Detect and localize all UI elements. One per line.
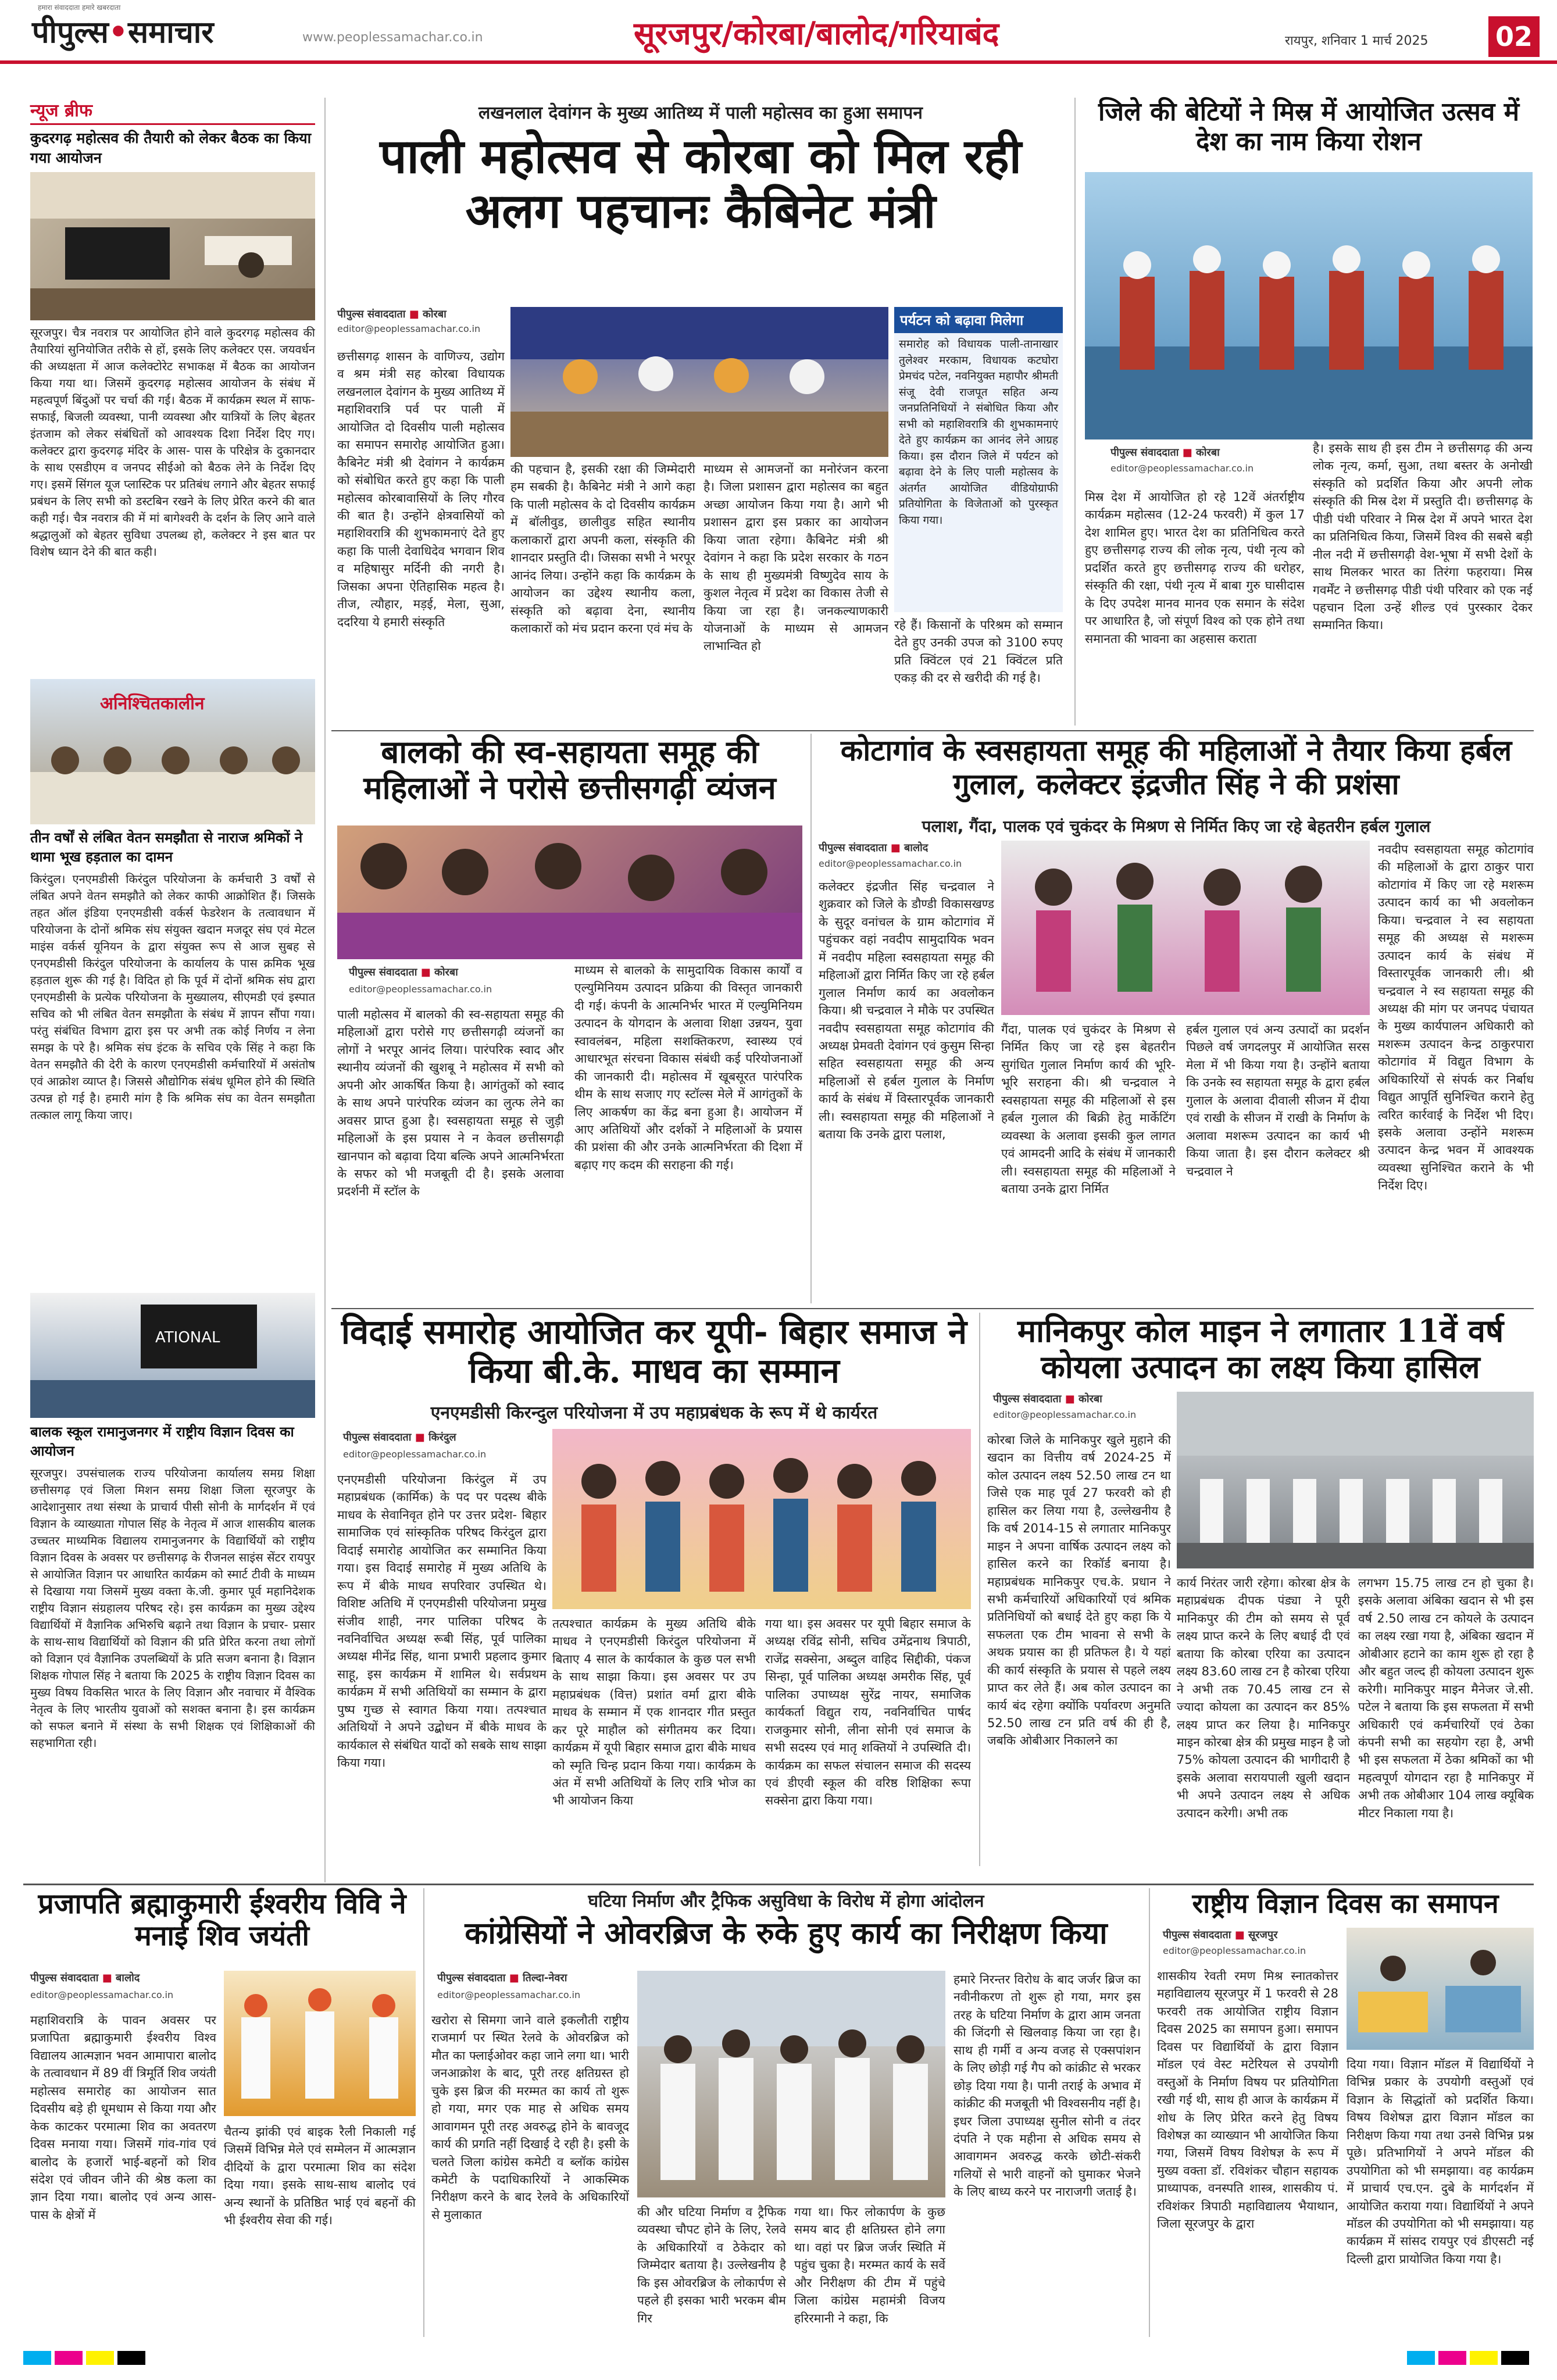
vidai-col-1: एनएमडीसी परियोजना किरंदुल में उप महाप्रबंधक (कार्मिक) के पद पर पदस्थ बीके माधव के सेवानिवृत होने पर उत्तर प्रदेश- बिहार सामाजिक एवं सांस्कृतिक परिषद किरंदुल द्वारा विदाई समारोह आयोजित कर सम्मानित किया गया। इस विदाई समारोह में मुख्य अतिथि के रूप में बीके माधव सपरिवार उपस्थित थे। विशिष्ट अतिथि में एनएमडीसी परियोजना प्रमुख संजीव शाही, नगर पालिका परिषद के नवनिर्वाचित अध्यक्ष रूबी सिंह, पूर्व पालिका अध्यक्ष मीनेंद्र सिंह, थाना प्रभारी प्रहलाद कुमार साहू, इस कार्यक्रम में शामिल थे। सर्वप्रथम कार्यक्रम में सभी अतिथियों का सम्मान के द्वारा पुष्प गुच्छ से स्वागत किया गया। तत्पश्चात अतिथियों ने अपने उद्बोधन में बीके माधव के कार्यकाल से संबंधित यादों को सबके साथ साझा किया गया। — [337, 1473, 547, 1770]
classroom-illustration — [30, 1293, 315, 1418]
gulal-photo — [1001, 841, 1370, 1015]
vidai-subheadline: एनएमडीसी किरन्दुल परियोजना में उप महाप्रबंधक के रूप में थे कार्यरत — [430, 1403, 878, 1423]
byline-name: पीपुल्स संवाददाता — [1163, 1929, 1231, 1941]
byline-name: पीपुल्स संवाददाता — [349, 966, 417, 978]
byline-name: पीपुल्स संवाददाता — [437, 1972, 506, 1984]
brief-body-1: सूरजपुर। चैत्र नवरात्र पर आयोजित होने वाले कुदरगढ़ महोत्सव की तैयारियां सुनियोजित तरीके से हों, इसके लिए कलेक्टर एस. जयवर्धन की अध्यक्षता में आज कलेक्टोरेट सभाकक्ष में बैठक का आयोजन किया गया था। जिसमें कुदरगढ़ महोत्सव आयोजन के संबंध में महत्वपूर्ण बिंदुओं पर चर्चा की गई। बैठक में कार्यक्रम स्थल में साफ- सफाई, बिजली व्यवस्था, पानी व्यवस्था और यात्रियों के लिए बेहतर इंतजाम को लेकर संबंधितों को आवश्यक दिशा निर्देश दिए गए। कलेक्टर द्वारा कुदरगढ़ मंदिर के आस- पास के परिक्षेत्र के दुकानदार के साथ एसडीएम व जनपद सीईओ को बैठक लेने के निर्देश दिए गए। इसमें सिंगल यूज प्लास्टिक पर प्रतिबंध लगाने और बेहतर सफाई प्रबंधन के लिए सभी को डस्टबिन रखने के लिए प्रेरित करने की बात कही गई। चैत्र नवरात्र की में मां बागेश्वरी के दर्शन के लिए आने वाले श्रद्धालुओं को बेहतर सुविधा उपलब्ध हो, कलेक्टर ने इस बात पर विशेष ध्यान देने की बात कही। — [30, 326, 315, 559]
dancers-illustration — [1085, 172, 1533, 439]
bridge-col-3: गया था। फिर लोकार्पण के कुछ समय बाद ही क्षतिग्रस्त होने लगा था। वहां पर ब्रिज जर्जर स्थिति में पहुंच चुका है। मरम्मत कार्य के सर्वे और निरीक्षण की टीम में पहुंचे जिला कांग्रेस महामंत्री विजय हरिरमानी ने कहा, कि — [794, 2205, 945, 2325]
balco-email[interactable]: editor@peoplessamachar.co.in — [349, 984, 492, 995]
science-col-2: दिया गया। विज्ञान मॉडल में विद्यार्थियों ने विभिन्न प्रकार के उपयोगी वस्तुओं एवं विज्ञान के सिद्धांतों को प्रदर्शित किया। विषय विशेषज्ञ द्वारा विज्ञान मॉडल का निरीक्षण किया गया तथा उनसे विभिन्न प्रश्न पूछे। प्रतिभागियों ने अपने मॉडल की उपयोगिता को भी समझाया। वह कार्यक्रम में प्राचार्य एच.एन. दुबे के मार्गदर्शन में आयोजित कराया गया। विद्यार्थियों ने अपने मॉडल की उपयोगिता को भी समझाया। यह कार्यक्रम में सांसद रायपुर एवं डीएसटी नई दिल्ली द्वारा प्रायोजित किया गया है। — [1347, 2057, 1534, 2266]
yellow-swatch — [1470, 2351, 1498, 2365]
bridge-col-4: हमारे निरन्तर विरोध के बाद जर्जर ब्रिज का नवीनीकरण तो शुरू हो गया, मगर इस तरह के घटिया निर्माण के द्वारा आम जनता की जिंदगी से खिलवाड़ किया जा रहा है। साथ ही गर्मी व अन्य वजह से एक्सपांशन के लिए छोड़ी गई गैप को कांक्रीट से भरकर छोड़ दिया गया है। पानी तराई के अभाव में कांक्रीट की मजबूती भी विश्वसनीय नहीं है। इधर जिला उपाध्यक्ष सुनील सोनी व तंदर दंपति ने एक महीना से अधिक समय से आवागमन अवरुद्ध करके छोटी-संकरी गलियों से भारी वाहनों को घुमाकर भेजने के लिए बाध्य करने पर नाराजगी जताई है। — [954, 1972, 1141, 2199]
balco-col-2: माध्यम से बालको के सामुदायिक विकास कार्यों व एल्युमिनियम उत्पादन प्रक्रिया की विस्तृत जानकारी दी गई। कंपनी के आत्मनिर्भर भारत में एल्युमिनियम उत्पादन के योगदान के अलावा शिक्षा उन्नयन, युवा स्वावलंबन, महिला सशक्तिकरण, स्वास्थ्य एवं आधारभूत संरचना विकास संबंधी कई परियोजनाओं की जानकारी दी। महोत्सव में खूबसूरत पारंपरिक थीम के साथ सजाए गए स्टॉल्स मेले में आगंतुकों के लिए आकर्षण का केंद्र बना हुआ है। आयोजन में आए अतिथियों और दर्शकों ने महिलाओं के प्रयास की प्रशंसा की और उनके आत्मनिर्भरता की दिशा में बढ़ाए गए कदम की सराहना की गई। — [574, 963, 802, 1172]
meeting-photo — [30, 172, 315, 320]
science-photo — [1347, 1928, 1534, 2050]
science-headline: राष्ट्रीय विज्ञान दिवस का समापन — [1192, 1888, 1499, 1919]
yellow-swatch — [86, 2351, 114, 2365]
gulal-subheadline: पलाश, गैंदा, पालक एवं चुकंदर के मिश्रण से निर्मित किए जा रहे बेहतरीन हर्बल गुलाल — [922, 817, 1431, 836]
gulal-byline: पीपुल्स संवाददाता ■ बालोद — [819, 842, 929, 854]
byline-city: बालोद — [116, 1972, 140, 1984]
manikpur-col-2: लगभग 15.75 लाख टन हो चुका है। इसके अलावा अंबिका खदान से भी इस वर्ष 2.50 लाख टन कोयले के उत्पादन का लक्ष्य रखा गया है, अंबिका खदान में ओबीआर हटाने का काम शुरू हो रहा है और बहुत जल्द ही कोयला उत्पादन शुरू करेगी। मानिकपुर माइन मैनेजर जे.सी. पटेल ने बताया कि इस सफलता में सभी अधिकारी एवं कर्मचारियों एवं ठेका कंपनी सभी का सहयोग रहा है, अभी भी इस सफलता में ठेका श्रमिकों का भी महत्वपूर्ण योगदान रहा है मानिकपुर में अभी तक ओबीआर 104 लाख क्यूबिक मीटर निकाला गया है। — [1358, 1576, 1534, 1820]
byline-city: कोरबा — [1196, 446, 1220, 459]
byline-name: पीपुल्स संवाददाता — [337, 308, 406, 320]
gulal-email[interactable]: editor@peoplessamachar.co.in — [819, 858, 962, 869]
meeting-illustration — [30, 172, 315, 320]
mine-workers-illustration — [1177, 1392, 1534, 1568]
cmyk-marks-left — [23, 2351, 145, 2365]
pali-col-4: रहे हैं। किसानों के परिश्रम को सम्मान देते हुए उनकी उपज को 3100 रुपए प्रति क्विंटल एवं 21 क्विंटल प्रति एकड़ की दर से खरीदी की गई है। — [894, 618, 1063, 685]
masthead — [0, 0, 1557, 64]
brief-headline-3: बालक स्कूल रामानुजनगर में राष्ट्रीय विज्ञान दिवस का आयोजन — [30, 1423, 294, 1459]
bridge-email[interactable]: editor@peoplessamachar.co.in — [437, 1989, 581, 2000]
science-byline: पीपुल्स संवाददाता ■ सूरजपुर — [1163, 1929, 1278, 1941]
logo-part-a: पीपुल्स — [32, 15, 109, 50]
strike-photo — [30, 679, 315, 824]
column-divider — [1149, 1888, 1150, 2337]
pali-photo — [510, 307, 888, 457]
vidai-col-2: तत्पश्चात कार्यक्रम के मुख्य अतिथि बीके माधव ने एनएमडीसी किरंदुल परियोजना में बिताए 4 साल के कार्यकाल के कुछ पल सभी के साथ साझा किया। इस अवसर पर उप महाप्रबंधक (वित्त) प्रशांत वर्मा द्वारा बीके माधव के सम्मान में एक शानदार गीत प्रस्तुत कर पूरे माहौल को संगीतमय कर दिया। कार्यक्रम में यूपी बिहार समाज द्वारा बीके माधव को स्मृति चिन्ह प्रदान किया गया। कार्यक्रम के अंत में सभी अतिथियों के लिए रात्रि भोज का भी आयोजन किया — [552, 1617, 756, 1808]
page-number: 02 — [1488, 16, 1540, 57]
byline-city: किरंदुल — [428, 1431, 456, 1443]
brief-headline-2: तीन वर्षों से लंबित वेतन समझौता से नाराज श्रमिकों ने थामा भूख हड़ताल का दामन — [30, 829, 303, 865]
mine-photo — [1177, 1392, 1534, 1568]
logo-part-b: समाचार — [128, 15, 214, 50]
column-divider — [810, 734, 812, 1303]
manikpur-col-1: कार्य निरंतर जारी रहेगा। कोरबा क्षेत्र के महाप्रबंधक दीपक पंड्या ने पूरी मानिकपुर की टीम को समय से पूर्व लक्ष्य प्राप्त करने के लिए बधाई दी एवं बताया कि कोरबा एरिया का उत्पादन लक्ष्य 83.60 लाख टन है कोरबा एरिया ने अभी तक 70.45 लाख टन से ज्यादा कोयला का उत्पादन कर 85% लक्ष्य प्राप्त कर लिया है। मानिकपुर माइन कोरबा क्षेत्र की प्रमुख माइन है जो 75% कोयला उत्पादन की भागीदारी है इसके अलावा सरायपाली खुली खदान भी अपने उत्पादन लक्ष्य से अधिक उत्पादन करेगी। अभी तक — [1177, 1576, 1350, 1820]
vidai-col-3: गया था। इस अवसर पर यूपी बिहार समाज के अध्यक्ष रविंद्र सोनी, सचिव उमेंद्रनाथ त्रिपाठी, राजेंद्र सक्सेना, अब्दुल वाहिद सिद्दीकी, पंकज सिन्हा, पूर्व पालिका अध्यक्ष अमरीक सिंह, पूर्व पालिका उपाध्यक्ष सुरेंद्र नायर, समाजिक कार्यकर्ता विद्युत राय, नवनिर्वाचित पार्षद राजकुमार सोनी, लीना सोनी एवं समाज के सभी सदस्य एवं मातृ शक्तियों ने उपस्थिति दी। कार्यक्रम का सफल संचालन समाज की सदस्य एवं डीएवी स्कूल की वरिष्ठ शिक्षिका रूपा सक्सेना द्वारा किया गया। — [765, 1617, 971, 1808]
science-col-1: शासकीय रेवती रमण मिश्र स्नातकोत्तर महाविद्यालय सूरजपुर में 1 फरवरी से 28 फरवरी तक आयोजित राष्ट्रीय विज्ञान दिवस 2025 का समापन हुआ। समापन दिवस पर विद्यार्थियों के द्वारा विज्ञान मॉडल एवं वेस्ट मटेरियल से उपयोगी वस्तुओं के निर्माण विषय पर प्रतियोगिता रखी गई थी, साथ ही आज के कार्यक्रम में शोध के लिए प्रेरित करने हेतु विषय विशेषज्ञ का व्याख्यान भी आयोजित किया गया, जिसमें विषय विशेषज्ञ के रूप में मुख्य वक्ता डॉ. रविशंकर चौहान सहायक प्राध्यापक, वनस्पति शास्त्र, शासकीय पं. रविशंकर त्रिपाठी महाविद्यालय भैयाथान, जिला सूरजपुर के द्वारा — [1157, 1969, 1338, 2231]
divider — [30, 123, 315, 125]
cyan-swatch — [1407, 2351, 1435, 2365]
balco-headline: बालको की स्व-सहायता समूह की महिलाओं ने परोसे छत्तीसगढ़ी व्यंजन — [363, 733, 776, 807]
school-photo — [30, 1293, 315, 1418]
gulal-col-2: गैंदा, पालक एवं चुकंदर के मिश्रण से निर्मित किए जा रहे इस बेहतरीन सुगंधित गुलाल निर्माण कार्य की भूरि-भूरि सराहना की। श्री चन्द्रवाल ने स्वसहायता समूह की महिलाओं से इस हर्बल गुलाल की बिक्री हेतु मार्केटिंग व्यवस्था के अलावा इसकी कुल लागत एवं आमदनी आदि के संबंध में जानकारी ली। स्वसहायता समूह की महिलाओं ने बताया उनके द्वारा निर्मित — [1001, 1023, 1176, 1196]
egypt-headline: जिले की बेटियों ने मिस्र में आयोजित उत्सव में देश का नाम किया रोशन — [1098, 97, 1520, 156]
shiv-email[interactable]: editor@peoplessamachar.co.in — [30, 1989, 174, 2000]
section-rule — [331, 1308, 1534, 1309]
newspaper-logo: पीपुल्स•समाचार — [32, 15, 214, 50]
byline-name: पीपुल्स संवाददाता — [993, 1393, 1062, 1405]
brief-headline-1: कुदरगढ़ महोत्सव की तैयारी को लेकर बैठक का किया गया आयोजन — [30, 130, 312, 166]
ceremony-illustration — [224, 1971, 416, 2116]
shiv-photo — [224, 1971, 416, 2116]
byline-city: बालोद — [904, 842, 929, 854]
vidai-email[interactable]: editor@peoplessamachar.co.in — [343, 1449, 487, 1460]
cyan-swatch — [23, 2351, 51, 2365]
balco-byline: पीपुल्स संवाददाता ■ कोरबा — [349, 966, 458, 978]
congress-workers-illustration — [637, 1971, 945, 2197]
pali-col-2: की पहचान है, इसकी रक्षा की जिम्मेदारी हम सबकी है। कैबिनेट मंत्री ने आगे कहा कि पाली महोत्सव के दो दिवसीय कार्यक्रम में बॉलीवुड, छालीवुड सहित स्थानीय कलाकारों द्वारा अपनी कला, संस्कृति की शानदार प्रस्तुति दी। जिसका सभी ने भरपूर आनंद लिया। उन्होंने कहा कि कार्यक्रम के आयोजन का उद्देश्य स्थानीय कला, संस्कृति को बढ़ावा देना, स्थानीय कलाकारों को मंच प्रदान करना एवं मंच के — [510, 462, 695, 635]
pali-email[interactable]: editor@peoplessamachar.co.in — [337, 323, 481, 334]
manikpur-byline: पीपुल्स संवाददाता ■ कोरबा — [993, 1393, 1102, 1405]
stage-illustration — [510, 307, 888, 457]
edition-cities: सूरजपुर/कोरबा/बालोद/गरियाबंद — [634, 15, 999, 52]
byline-city: तिल्दा-नेवरा — [523, 1972, 567, 1984]
brief-body-3: सूरजपुर। उपसंचालक राज्य परियोजना कार्यालय समग्र शिक्षा छत्तीसगढ़ एवं जिला मिशन समग्र शिक्षा जिला सूरजपुर के आदेशानुसार तथा संस्था के प्राचार्य पीसी सोनी के मार्गदर्शन में एवं विज्ञान के व्याख्याता गोपाल सिंह के नेतृत्व में आज शासकीय बालक उच्चतर माध्यमिक विद्यालय रामानुजनगर के विद्यार्थियों को राष्ट्रीय विज्ञान दिवस के अवसर पर छत्तीसगढ़ के रीजनल साइंस सेंटर रायपुर से आयोजित विज्ञान पर आधारित कार्यक्रम को स्मार्ट टीवी के माध्यम से दिखाया गया जिसमें मुख्य वक्ता के.जी. कुमार पूर्व महानिदेशक राष्ट्रीय विज्ञान संग्रहालय परिषद रहे। इस कार्यक्रम का मुख्य उद्देश्य विद्यार्थियों में वैज्ञानिक अभिरुचि बढ़ाने तथा विज्ञान के प्रचार- प्रसार के साथ-साथ विद्यार्थियों को विज्ञान की प्रति प्रेरित करना तथा लोगों को विज्ञान एवं वैज्ञानिक उपलब्धियों के प्रति सजग बनाना है। विज्ञान शिक्षक गोपाल सिंह ने बताया कि 2025 के राष्ट्रीय विज्ञान दिवस का मुख्य विषय विकसित भारत के लिए विज्ञान और नवाचार में वैश्विक नेतृत्व के लिए भारतीय युवाओं को सशक्त बनाना है। इस कार्यक्रम को सफल बनाने में संस्था के सभी शिक्षक एवं शिक्षिकाओं की सहभागिता रही। — [30, 1466, 315, 1750]
felicitation-illustration — [552, 1429, 971, 1609]
manikpur-email[interactable]: editor@peoplessamachar.co.in — [993, 1409, 1137, 1420]
news-brief-label: न्यूज ब्रीफ — [30, 101, 92, 121]
bridge-kicker: घटिया निर्माण और ट्रैफिक असुविधा के विरोध में होगा आंदोलन — [588, 1891, 984, 1911]
balco-col-1: पाली महोत्सव में बालको की स्व-सहायता समूह की महिलाओं द्वारा परोसे गए छत्तीसगढ़ी व्यंजनों का लोगों ने भरपूर आनंद लिया। पारंपरिक स्वाद और स्थानीय व्यंजनों की खुशबू ने महोत्सव में सभी को अपनी ओर आकर्षित किया है। आगंतुकों को स्वाद के साथ अपने पारंपरिक व्यंजन का लुत्फ लेने का अवसर प्राप्त हुआ है। स्वसहायता समूह से जुड़ी महिलाओं के इस प्रयास ने न केवल छत्तीसगढ़ी खानपान को बढ़ावा दिया बल्कि अपने आत्मनिर्भरता के सफर को भी मजबूती दी है। इसके अलावा प्रदर्शनी में स्टॉल के — [337, 1007, 564, 1199]
byline-city: कोरबा — [1079, 1393, 1102, 1405]
vidai-headline: विदाई समारोह आयोजित कर यूपी- बिहार समाज ने किया बी.के. माधव का सम्मान — [341, 1312, 967, 1391]
balco-photo — [337, 826, 802, 959]
women-stall-illustration — [337, 826, 802, 959]
banner-text: अनिश्चितकालीन — [100, 694, 205, 714]
pali-col-3: माध्यम से आमजनों का मनोरंजन करना है। जिला प्रशासन द्वारा महोत्सव का बहुत अच्छा आयोजन किया गया है। आगे भी प्रशासन द्वारा इस प्रकार का आयोजन किया जाता रहेगा। कैबिनेट मंत्री श्री देवांगन ने कहा कि प्रदेश सरकार के गठन के साथ ही मुख्यमंत्री विष्णुदेव साय के कुशल नेतृत्व में प्रदेश का विकास तेजी से किया जा रहा है। जनकल्याणकारी योजनाओं के माध्यम से आमजन लाभान्वित हो — [703, 462, 888, 653]
bridge-col-1: खरोरा से सिमगा जाने वाले इकलौती राष्ट्रीय राजमार्ग पर स्थित रेलवे के ओवरब्रिज को मौत का फ्लाईओवर कहा जाने लगा था। भारी जनआक्रोश के बाद, पूरी तरह क्षतिग्रस्त हो चुके इस ब्रिज की मरम्मत का कार्य तो शुरू हो गया, मगर एक माह से अधिक समय आवागमन पूरी तरह अवरुद्ध होने के बावजूद कार्य की प्रगति नहीं दिखाई दे रही है। इसी के चलते जिला कांग्रेस कमेटी व ब्लॉक कांग्रेस कमेटी के पदाधिकारियों ने आकस्मिक निरीक्षण करने के बाद रेलवे के अधिकारियों से मुलाकात — [431, 2013, 629, 2222]
science-models-illustration — [1347, 1928, 1534, 2050]
magenta-swatch — [55, 2351, 83, 2365]
egypt-col-2: है। इसके साथ ही इस टीम ने छत्तीसगढ़ की अन्य लोक नृत्य, कर्मा, सुआ, तथा बस्तर के अनोखी संस्कृति को प्रदर्शित किया और अपनी लोक संस्कृति की मिस्र देश में प्रस्तुति दी। छत्तीसगढ़ के पीडी पंथी परिवार ने मिस्र देश में अपने भारत देश का प्रतिनिधित्व किया, जिसमें विश्व की सबसे बड़ी नील नदी में छत्तीसगढ़ी वेश-भूषा में सभी देशों के साथ मिलकर भारत का तिरंगा फहराया। मिस्र गवर्मेंट ने छत्तीसगढ़ पीडी पंथी परिवार को एक नई पहचान दिला उन्हें शील्ड एवं पुरस्कार देकर सम्मानित किया। — [1313, 441, 1533, 632]
gulal-col-3: हर्बल गुलाल एवं अन्य उत्पादों का प्रदर्शन पिछले वर्ष जगदलपुर में आयोजित सरस मेला में भी किया गया है। उन्होंने बताया कि उनके स्व सहायता समूह के द्वारा हर्बल गुलाल के अलावा दीवाली सीजन में दीया एवं राखी के सीजन में राखी के निर्माण के अलावा मशरूम उत्पादन का कार्य भी किया जाता है। इस दौरान कलेक्टर श्री चन्द्रवाल ने — [1186, 1023, 1370, 1178]
brief-body-2: किरंदुल। एनएमडीसी किरंदुल परियोजना के कर्मचारी 3 वर्षों से लंबित अपने वेतन समझौते को लेकर काफी आक्रोशित हैं। जिसके तहत ऑल इंडिया एनएमडीसी वर्कर्स फेडरेशन के तत्वावधान में परियोजना के दोनों श्रमिक संघ संयुक्त खदान मजदूर संघ एवं मेटल माइंस वर्कर्स यूनियन के द्वारा संयुक्त रूप से आज सुबह से एनएमडीसी किरंदुल परियोजना के कार्यालय के पास क्रमिक भूख हड़ताल शुरू की गई है। विदित हो कि पूर्व में दोनों श्रमिक संघ द्वारा एनएमडीसी के प्रत्येक परियोजना के मुख्यालय, सीएमडी एवं इस्पात सचिव को भी लंबित वेतन समझौता के संबंध में ज्ञापन सौंपा गया। परंतु संबंधित विभाग द्वारा इस पर अभी तक कोई निर्णय न लेना समझ के परे है। श्रमिक संघ इंटक के सचिव एके सिंह ने कहा कि वेतन समझौते की देरी के कारण एनएमडीसी कर्मचारियों में असंतोष एवं आक्रोश व्याप्त है। जिससे औद्योगिक संबंध धूमिल होने की स्थिति उत्पन्न हो गई है। हमारी मांग है कि श्रमिक संघ का वेतन समझौता तत्काल लागू किया जाए। — [30, 872, 315, 1122]
vidai-photo — [552, 1429, 971, 1609]
tourism-box — [894, 307, 1063, 612]
byline-city: कोरबा — [434, 966, 458, 978]
gulal-col-4: नवदीप स्वसहायता समूह कोटागांव की महिलाओं के द्वारा ठाकुर पारा कोटागांव में किए जा रहे मशरूम उत्पादन कार्य का भी अवलोकन किया। चन्द्रवाल ने स्व सहायता समूह की अध्यक्ष से मशरूम उत्पादन कार्य के संबंध में विस्तारपूर्वक जानकारी ली। श्री चन्द्रवाल ने स्व सहायता समूह की अध्यक्ष की मांग पर जनपद पंचायत के मुख्य कार्यपालन अधिकारी को मशरूम उत्पादन केन्द्र ठाकुरपारा कोटागांव में विद्युत विभाग के अधिकारियों से संपर्क कर निर्बाध विद्युत आपूर्ति सुनिश्चित कराने हेतु त्वरित कार्रवाई के निर्देश भी दिए। इसके अलावा उन्होंने मशरूम उत्पादन केन्द्र भवन में आवश्यक व्यवस्था सुनिश्चित कराने के भी निर्देश दिए। — [1378, 842, 1534, 1193]
column-divider — [324, 98, 326, 1882]
egypt-email[interactable]: editor@peoplessamachar.co.in — [1110, 463, 1254, 474]
black-swatch — [117, 2351, 145, 2365]
bridge-byline: पीपुल्स संवाददाता ■ तिल्दा-नेवरा — [437, 1972, 567, 1984]
tourism-box-title: पर्यटन को बढ़ावा मिलेगा — [894, 307, 1063, 333]
pali-kicker: लखनलाल देवांगन के मुख्य आतिथ्य में पाली महोत्सव का हुआ समापन — [478, 103, 923, 123]
manikpur-headline: मानिकपुर कोल माइन ने लगातार 11वें वर्ष कोयला उत्पादन का लक्ष्य किया हासिल — [1017, 1312, 1504, 1386]
shiv-headline: प्रजापति ब्रह्माकुमारी ईश्वरीय विवि ने मनाई शिव जयंती — [38, 1888, 406, 1953]
bridge-col-2: की और घटिया निर्माण व ट्रैफिक व्यवस्था चौपट होने के लिए, रेलवे के अधिकारियों व ठेकेदार को जिम्मेदार बताया है। उल्लेखनीय है कि इस ओवरब्रिज के लोकार्पण से पहले ही इसका भारी भरकम बीम गिर — [637, 2205, 786, 2325]
section-rule — [331, 730, 1534, 731]
cmyk-marks-right — [1407, 2351, 1529, 2365]
bridge-headline: कांग्रेसियों ने ओवरब्रिज के रुके हुए कार्य का निरीक्षण किया — [465, 1916, 1108, 1951]
section-rule — [23, 1884, 1534, 1885]
manikpur-intro: कोरबा जिले के मानिकपुर खुले मुहाने की खदान का वित्तीय वर्ष 2024-25 में कोल उत्पादन लक्ष्य 52.50 लाख टन था जिसे एक माह पूर्व 27 फरवरी को ही हासिल कर लिया गया है, उल्लेखनीय है कि वर्ष 2014-15 से लगातार मानिकपुर माइन ने अपना वार्षिक उत्पादन लक्ष्य को हासिल करने का रिकॉर्ड बनाया है। महाप्रबंधक मानिकपुर एच.के. प्रधान ने सभी कर्मचारियों अधिकारियों एवं श्रमिक प्रतिनिधियों को बधाई देते हुए कहा कि ये सफलता एक टीम भावना से सभी के अथक प्रयास का ही प्रतिफल है। ये यहां की कार्य संस्कृति के प्रयास से पहले लक्ष्य प्राप्त कर लेते हैं। अब कोल उत्पादन का कार्य बंद रहेगा क्योंकि पर्यावरण अनुमति 52.50 लाख टन प्रति वर्ष की ही है, जबकि ओबीआर निकालने का — [987, 1433, 1171, 1748]
dateline: रायपुर, शनिवार 1 मार्च 2025 — [1285, 34, 1429, 48]
byline-name: पीपुल्स संवाददाता — [1110, 446, 1179, 459]
magenta-swatch — [1438, 2351, 1466, 2365]
gulal-headline: कोटागांव के स्वसहायता समूह की महिलाओं ने तैयार किया हर्बल गुलाल, कलेक्टर इंद्रजीत सिंह ने की प्रशंसा — [840, 733, 1512, 801]
egypt-photo — [1085, 172, 1533, 439]
tourism-box-text: समारोह को विधायक पाली-तानाखार तुलेश्वर मरकाम, विधायक कटघोरा प्रेमचंद पटेल, नवनियुक्त महापौर श्रीमती संजू देवी राजपूत सहित अन्य जनप्रतिनिधियों ने संबोधित किया और सभी को महाशिवरात्रि की शुभकामनाएं देते हुए कार्यक्रम का आनंद लेने आग्रह किया। इस दौरान जिले में पर्यटन को बढ़ावा देने के लिए पाली महोत्सव के अंतर्गत आयोजित वीडियोग्राफी प्रतियोगिता के विजेताओं को पुरस्कृत किया गया। — [899, 338, 1058, 527]
gulal-col-1: कलेक्टर इंद्रजीत सिंह चन्द्रवाल ने शुक्रवार को जिले के डौण्डी विकासखण्ड के सुदूर वनांचल के ग्राम कोटागांव में पहुंचकर वहां नवदीप सामुदायिक भवन में नवदीप महिला स्वसहायता समूह की महिलाओं द्वारा निर्मित किए जा रहे हर्बल गुलाल निर्माण कार्य का अवलोकन किया। श्री चन्द्रवाल ने मौके पर उपस्थित नवदीप स्वसहायता समूह कोटागांव की अध्यक्ष प्रेमवती देवांगन एवं कुसुम सिन्हा सहित स्वसहायता समूह की अन्य महिलाओं से हर्बल गुलाल के निर्माण कार्य के संबंध में विस्तारपूर्वक जानकारी ली। स्वसहायता समूह की महिलाओं ने बताया कि उनके द्वारा पलाश, — [819, 880, 994, 1142]
byline-name: पीपुल्स संवाददाता — [343, 1431, 412, 1443]
shiv-col-1: महाशिवरात्रि के पावन अवसर पर प्रजापिता ब्रह्माकुमारी ईश्वरीय विश्व विद्यालय आत्मज्ञान भवन आमापारा बालोद के तत्वावधान में 89 वीं त्रिमूर्ति शिव जयंती महोत्सव समारोह का आयोजन सात दिवसीय बड़े ही धूमधाम से किया गया और केक काटकर परमात्मा शिव का अवतरण दिवस मनाया गया। जिसमें गांव-गांव एवं बालोद के हजारों भाई-बहनों को शिव संदेश एवं जीवन जीने की श्रेष्ठ कला का ज्ञान दिया गया। बालोद एवं अन्य आस-पास के क्षेत्रों में — [30, 2013, 216, 2222]
tagline: हमारा संवाददाता हमारे खबरदाता — [38, 3, 121, 12]
black-swatch — [1501, 2351, 1529, 2365]
bridge-photo — [637, 1971, 945, 2197]
byline-city: सूरजपुर — [1248, 1929, 1278, 1941]
column-divider — [1074, 98, 1076, 726]
column-divider — [423, 1888, 424, 2337]
pali-col-1: छत्तीसगढ़ शासन के वाणिज्य, उद्योग व श्रम मंत्री सह कोरबा विधायक लखनलाल देवांगन के मुख्य आतिथ्य में महाशिवरात्रि पर्व पर पाली में आयोजित दो दिवसीय पाली महोत्सव का समापन समारोह आयोजित हुआ। कैबिनेट मंत्री श्री देवांगन ने कार्यक्रम को संबोधित करते हुए कहा कि पाली महोत्सव कोरबावासियों के लिए गौरव की बात है। उन्होंने क्षेत्रवासियों को महाशिवरात्रि की शुभकामनाएं देते हुए कहा कि पाली देवाधिदेव भगवान शिव व महिषासुर मर्दिनी की नगरी है। जिसका अपना ऐतिहासिक महत्व है। तीज, त्यौहार, मड़ई, मेला, सुआ, ददरिया ये हमारी संस्कृति — [337, 349, 505, 629]
shiv-byline: पीपुल्स संवाददाता ■ बालोद — [30, 1972, 140, 1984]
egypt-byline: पीपुल्स संवाददाता ■ कोरबा — [1110, 446, 1220, 459]
shiv-col-2: चैतन्य झांकी एवं बाइक रैली निकाली गई जिसमें विभिन्न मेले एवं सम्मेलन में आत्मज्ञान दीदियों के द्वारा परमात्मा शिव का संदेश दिया गया। इसके साथ-साथ बालोद एवं अन्य स्थानों के प्रतिष्ठित भाई एवं बहनों की भी ईश्वरीय सेवा की गई। — [224, 2125, 416, 2228]
pali-headline: पाली महोत्सव से कोरबा को मिल रही अलग पहचानः कैबिनेट मंत्री — [380, 128, 1022, 240]
byline-name: पीपुल्स संवाददाता — [819, 842, 887, 854]
byline-name: पीपुल्स संवाददाता — [30, 1972, 99, 1984]
egypt-col-1: मिस्र देश में आयोजित हो रहे 12वें अंतर्राष्ट्रीय कार्यक्रम महोत्सव (12-24 फरवरी) में कुल 17 देश शामिल हुए। भारत देश का प्रतिनिधित्व करते हुए छत्तीसगढ़ राज्य की लोक नृत्य, पंथी नृत्य को प्रदर्शित करते हुए छत्तीसगढ़ राज्य की धरोहर, संस्कृति की रक्षा, पंथी नृत्य में बाबा गुरु घासीदास के दिए उपदेश मानव मानव एक समान के संदेश पर आधारित है, जो संपूर्ण विश्व को एक होने तथा समानता की भावना का अहसास कराता — [1085, 490, 1305, 646]
gulal-illustration — [1001, 841, 1370, 1015]
byline-city: कोरबा — [423, 308, 447, 320]
pali-byline: पीपुल्स संवाददाता ■ कोरबा — [337, 308, 447, 320]
column-divider — [979, 1313, 980, 1866]
science-email[interactable]: editor@peoplessamachar.co.in — [1163, 1945, 1306, 1956]
vidai-byline: पीपुल्स संवाददाता ■ किरंदुल — [343, 1431, 456, 1443]
website-url[interactable]: www.peoplessamachar.co.in — [302, 30, 483, 45]
svg-text:ATIONAL: ATIONAL — [155, 1329, 220, 1346]
